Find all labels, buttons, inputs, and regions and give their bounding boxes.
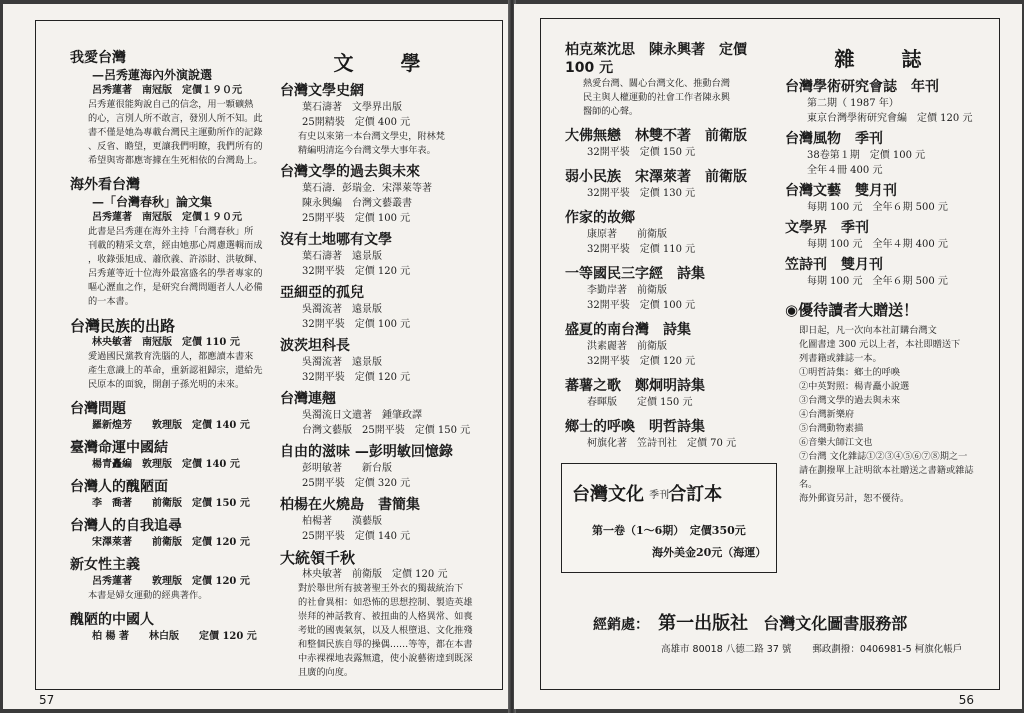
book-entry [280, 390, 494, 438]
book-title: 大統領千秋 [280, 549, 356, 567]
book-meta: 陳永興編 台灣文藝叢書 [302, 198, 412, 209]
book-title: 柏楊在火燒島 書簡集 [280, 497, 420, 513]
book-meta: 柏楊著 漢藝版 [302, 516, 382, 527]
magazine-meta: 東京台灣學術研究會編 定價 120 元 [807, 113, 973, 124]
book-meta: 宋澤萊著 前衛版 定價 120 元 [92, 537, 250, 548]
book-title: 台灣文學的過去與未來 [280, 164, 420, 180]
magazine-meta: 第二期（ 1987 年） [807, 98, 899, 109]
book-entry [565, 321, 775, 369]
book-meta: 林央敏著 前衛版 定價 120 元 [302, 569, 448, 580]
book-description-line: 本書是婦女運動的經典著作。 [88, 590, 208, 601]
book-title: 波茨坦科長 [280, 338, 350, 354]
left-page-column-2 [280, 41, 494, 685]
promo-line: 即日起，凡一次向本社訂購台灣文 [799, 325, 937, 336]
promo-line: ③台灣文學的過去與未來 [799, 395, 901, 406]
book-entry [565, 377, 775, 410]
book-description-line: 熱愛台灣、關心台灣文化、推動台灣 [583, 78, 730, 89]
distributor-service: 台灣文化圖書服務部 [763, 614, 908, 633]
book-title: 作家的故鄉 [565, 210, 635, 226]
book-entry [70, 556, 268, 603]
book-entry [280, 231, 494, 279]
book-title: 蕃薯之歌 鄭炯明詩集 [565, 378, 705, 394]
section-heading-literature: 文 學 [333, 51, 441, 75]
magazine-meta: 每期 100 元 全年６期 500 元 [807, 202, 948, 213]
promo-line: ⑤台灣動物素描 [799, 423, 864, 434]
book-description-line: ，收錄張旭成、蕭欣義、許添財、洪敏輝、 [88, 254, 263, 265]
magazine-title: 笠詩刊 雙月刊 [785, 257, 883, 273]
magazine-meta: 38卷第１期 定價 100 元 [807, 150, 926, 161]
magazine-title: 台灣學術研究會誌 年刊 [785, 79, 939, 95]
book-meta: 32開平裝 定價 110 元 [587, 244, 696, 255]
magazine-entry [785, 182, 991, 215]
promo-line: 海外郵資另計，恕不優待。 [799, 493, 910, 504]
book-description-line: 的一本書。 [88, 296, 134, 307]
book-meta: 彭明敏著 新台版 [302, 463, 392, 474]
book-entry [280, 496, 494, 544]
book-meta: 葉石濤．彭瑞金．宋澤萊等著 [302, 183, 432, 194]
book-entry [70, 478, 268, 511]
book-meta: 林央敏著 南冠版 定價 110 元 [92, 337, 240, 348]
book-description-line: 刊載的精采文章，經由她那心周慮選輯而成 [88, 240, 263, 251]
book-meta: 呂秀蓮著 南冠版 定價１９０元 [92, 85, 242, 96]
book-description-line: 、反省、瞻望，更讓我們明瞭，我們所有的 [88, 141, 263, 152]
book-meta: 李 喬著 前衛版 定價 150 元 [92, 498, 250, 509]
book-description-line: 的心，言別人所不敢言，發別人所不知。此 [88, 113, 263, 124]
book-description-line: 希望與寄都應寄據在生死相依的台灣島上。 [88, 155, 263, 166]
book-meta: 32開平裝 定價 150 元 [587, 147, 696, 158]
promo-block [785, 299, 991, 506]
bound-volume-box [561, 463, 777, 573]
book-description-line: 呂秀蓮很能夠說自己的信念，用一顆礦熱 [88, 99, 254, 110]
book-entry [280, 163, 494, 226]
book-title: 鄉士的呼喚 明哲詩集 [565, 419, 705, 435]
book-description-line: 精編明清迄今台灣文學大事年表。 [298, 145, 436, 156]
book-description-line: 且廣的向度。 [298, 667, 354, 678]
distributor-publisher: 第一出版社 [658, 613, 749, 634]
book-entry [70, 611, 268, 644]
book-entry [565, 418, 775, 451]
book-meta: 楊青矗編 敦理版 定價 140 元 [92, 459, 240, 470]
book-entry [280, 549, 494, 680]
book-meta: 32開平裝 定價 120 元 [587, 356, 696, 367]
book-entry [280, 337, 494, 385]
book-meta: 32開平裝 定價 120 元 [302, 266, 411, 277]
right-page-column-1 [565, 41, 775, 459]
distributor-line [593, 609, 907, 635]
promo-line: 請在劃撥單上註明欲本社贈送之書籍或雜誌名。 [799, 465, 974, 490]
book-meta: 李勤岸著 前衛版 [587, 285, 667, 296]
distributor-postal: 郵政劃撥：0406981-5 柯旗化帳戶 [812, 644, 963, 655]
book-entry [565, 41, 775, 119]
book-meta: 25開平裝 定價 100 元 [302, 213, 411, 224]
book-title: 台灣文學史網 [280, 83, 364, 99]
magazine-title: 台灣文藝 雙月刊 [785, 183, 897, 199]
book-description-line: 考妣的國喪氣氛，以及人根墮退、文化推殘 [298, 625, 473, 636]
page-number-right: 56 [958, 693, 974, 707]
book-title: 臺灣命運中國結 [70, 440, 168, 456]
book-meta: 柏 楊 著 林白版 定價 120 元 [92, 631, 257, 642]
promo-line: ⑦台灣 文化雜誌①②③④⑤⑥⑦⑧期之一 [799, 451, 968, 462]
book-meta: 32開平裝 定價 130 元 [587, 188, 696, 199]
address-line [661, 641, 962, 655]
book-meta: 葉石濤著 文學界出版 [302, 102, 402, 113]
magazine-entry [785, 256, 991, 289]
book-description-line: 書不僅是她為專載台灣民主運動所作的記錄 [88, 127, 263, 138]
magazine-entry [785, 219, 991, 252]
book-description-line: 對於舉世所有披著聖王外衣的獨裁統治下 [298, 583, 464, 594]
promo-title: ◉優待讀者大贈送！ [785, 301, 919, 319]
magazine-entry [785, 130, 991, 178]
book-meta: 32開平裝 定價 120 元 [302, 372, 411, 383]
box-title-small: 季刊 [649, 490, 670, 501]
magazine-title: 文學界 季刊 [785, 220, 869, 236]
book-meta: 洪素麗著 前衛版 [587, 341, 667, 352]
book-description-line: 民主與人權運動的社會工作者陳永興 [583, 92, 730, 103]
box-title-main: 台灣文化 [572, 484, 644, 505]
book-meta: 葉石濤著 遠景版 [302, 251, 382, 262]
book-title: 海外看台灣 [70, 177, 140, 193]
book-meta: 康原著 前衛版 [587, 229, 667, 240]
book-subtitle: —「台灣春秋」論文集 [92, 195, 213, 209]
page-number-left: 57 [39, 693, 55, 707]
book-title: 台灣人的自我追尋 [70, 518, 182, 534]
book-meta: 32開平裝 定價 100 元 [587, 300, 696, 311]
box-title-end: 合訂本 [668, 484, 723, 505]
book-title: 一等國民三字經 詩集 [565, 266, 705, 282]
book-title: 沒有土地哪有文學 [280, 232, 392, 248]
book-title: 柏克萊沈思 陳永興著 定價 100 元 [565, 42, 747, 76]
book-entry [70, 176, 268, 309]
book-entry [280, 82, 494, 158]
book-title: 新女性主義 [70, 557, 140, 573]
page-right [514, 4, 1022, 709]
magazine-meta: 每期 100 元 全年４期 400 元 [807, 239, 948, 250]
book-entry [565, 127, 775, 160]
book-title: 亞細亞的孤兒 [280, 285, 364, 301]
magazine-meta: 每期 100 元 全年６期 500 元 [807, 276, 948, 287]
book-meta: 吳濁流著 遠景版 [302, 304, 382, 315]
book-title: 台灣問題 [70, 401, 126, 417]
magazine-meta: 全年４冊 400 元 [807, 165, 883, 176]
promo-line: ④台灣新樂府 [799, 409, 855, 420]
book-entry [70, 317, 268, 392]
book-title: 台灣連翹 [280, 391, 336, 407]
right-page-column-2 [785, 37, 991, 506]
promo-line: 列書籍或雜誌一本。 [799, 353, 882, 364]
book-entry [565, 265, 775, 313]
book-title: 醜陋的中國人 [70, 612, 154, 628]
book-meta: 呂秀蓮著 南冠版 定價１９０元 [92, 212, 242, 223]
book-description-line: 此書是呂秀蓮在海外主持「台灣春秋」所 [88, 226, 254, 237]
page-left [3, 4, 511, 709]
book-meta: 台灣文藝版 25開平裝 定價 150 元 [302, 425, 471, 436]
box-line-1: 第一卷（1～6期） 定價350元 [592, 524, 746, 537]
book-entry [70, 517, 268, 550]
book-meta: 呂秀蓮著 敦理版 定價 120 元 [92, 576, 250, 587]
magazine-title: 台灣風物 季刊 [785, 131, 883, 147]
book-title: 盛夏的南台灣 詩集 [565, 322, 691, 338]
book-meta: 25開精裝 定價 400 元 [302, 117, 411, 128]
book-meta: 32開平裝 定價 100 元 [302, 319, 411, 330]
distributor-label: 經銷處： [593, 617, 649, 633]
book-entry [70, 439, 268, 472]
promo-line: ②中英對照：楊青矗小說選 [799, 381, 910, 392]
book-description-line: 中赤裸裸地表露無遺，使小說藝術達到既深 [298, 653, 473, 664]
book-description-line: 產生意識上的革命，重新認祖歸宗，還給先 [88, 365, 263, 376]
book-title: 台灣民族的出路 [70, 317, 176, 335]
book-description-line: 和整個民族自辱的操偶……等等，都在本書 [298, 639, 473, 650]
book-meta: 吳濁流日文遺著 鍾肇政譯 [302, 410, 422, 421]
book-entry [70, 400, 268, 433]
book-entry [565, 209, 775, 257]
book-description-line: 有史以來第一本台灣文學史，附林梵 [298, 131, 445, 142]
distributor-address: 高雄市 80018 八德二路 37 號 [661, 644, 792, 655]
book-meta: 25開平裝 定價 320 元 [302, 478, 411, 489]
book-entry [280, 443, 494, 491]
box-line-2: 海外美金20元（海運） [652, 546, 767, 559]
book-title: 大佛無戀 林雙不著 前衛版 [565, 128, 747, 144]
book-description-line: 呂秀蓮等近十位海外最富盛名的學者專家的 [88, 268, 263, 279]
book-title: 自由的滋味 —彭明敏回憶錄 [280, 444, 453, 460]
book-description-line: 醫師的心聲。 [583, 106, 639, 117]
book-description-line: 民原本的面貌，開創子孫光明的未來。 [88, 379, 245, 390]
book-meta: 柯旗化著 笠詩刊社 定價 70 元 [587, 438, 737, 449]
book-subtitle: —呂秀蓮海內外演說選 [92, 68, 213, 82]
promo-line: ⑥音樂大師江文也 [799, 437, 873, 448]
book-title: 台灣人的醜陋面 [70, 479, 168, 495]
book-description-line: 愛過國民黨教育洗腦的人，都應讀本書來 [88, 351, 254, 362]
book-meta: 春暉版 定價 150 元 [587, 397, 693, 408]
page-frame [540, 18, 1000, 690]
book-entry [70, 49, 268, 168]
section-heading-magazines: 雜 誌 [834, 47, 942, 71]
left-page-column-1 [70, 49, 268, 650]
book-description-line: 的社會異相：如恐怖的思想控制、製造英雄 [298, 597, 473, 608]
book-title: 我愛台灣 [70, 50, 126, 66]
magazine-entry [785, 78, 991, 126]
book-description-line: 崇拜的神話教育、被扭曲的人格異常、如喪 [298, 611, 473, 622]
promo-line: 化圖書達 300 元以上者，本社即贈送下 [799, 339, 961, 350]
book-meta: 吳濁流著 遠景版 [302, 357, 382, 368]
book-entry [280, 284, 494, 332]
book-description-line: 嘔心瀝血之作，是研究台灣問題者人人必備 [88, 282, 263, 293]
book-meta: 25開平裝 定價 140 元 [302, 531, 411, 542]
book-entry [565, 168, 775, 201]
promo-line: ①明哲詩集：鄉土的呼喚 [799, 367, 901, 378]
book-meta: 羅新煌芳 敦理版 定價 140 元 [92, 420, 250, 431]
book-title: 弱小民族 宋澤萊著 前衛版 [565, 169, 747, 185]
page-frame [35, 20, 503, 690]
